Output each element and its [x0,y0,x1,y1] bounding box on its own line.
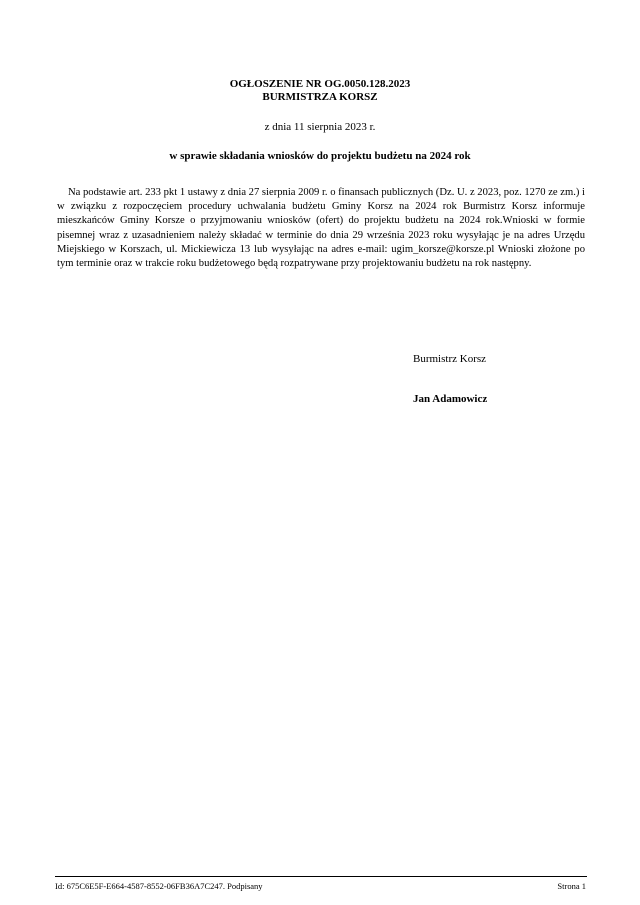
title-line-issuer: BURMISTRZA KORSZ [262,91,378,103]
signature-name: Jan Adamowicz [413,393,488,405]
document-subject: w sprawie składania wniosków do projektu budżetu na 2024 rok [169,150,471,162]
footer-page-number: Strona 1 [557,881,586,891]
footer-document-id: Id: 675C6E5F-E664-4587-8552-06FB36A7C247. Podpisany [55,881,263,891]
title-line-number: OGŁOSZENIE NR OG.0050.128.2023 [229,78,411,90]
body-paragraph: Na podstawie art. 233 pkt 1 ustawy z dnia 27 sierpnia 2009 r. o finansach publicznych (Dz. U. z 2023, poz. 1270 ze zm.) i w związku z rozpoczęciem procedury uchwalania budżetu Gminy Korsz na 2024 rok Burmistrz Korsz informuje mieszkańców Gminy Korsze o przyjmowaniu wniosków (ofert) do projektu budżetu na 2024 rok.Wnioski w formie pisemnej wraz z uzasadnieniem należy składać w terminie do dnia 29 września 2023 roku wysyłając je na adres Urzędu Miejskiego w Korszach, ul. Mickiewicza 13 lub wysyłając na adres e-mail: ugim_korsze@korsze.pl Wnioski złożone po tym terminie oraz w trakcie roku budżetowego będą rozpatrywane przy projektowaniu budżetu na rok następny. [57,187,585,270]
document-title [0,78,640,104]
document-date: z dnia 11 sierpnia 2023 r. [264,121,376,133]
signature-role: Burmistrz Korsz [413,353,487,365]
footer-divider [55,876,587,877]
